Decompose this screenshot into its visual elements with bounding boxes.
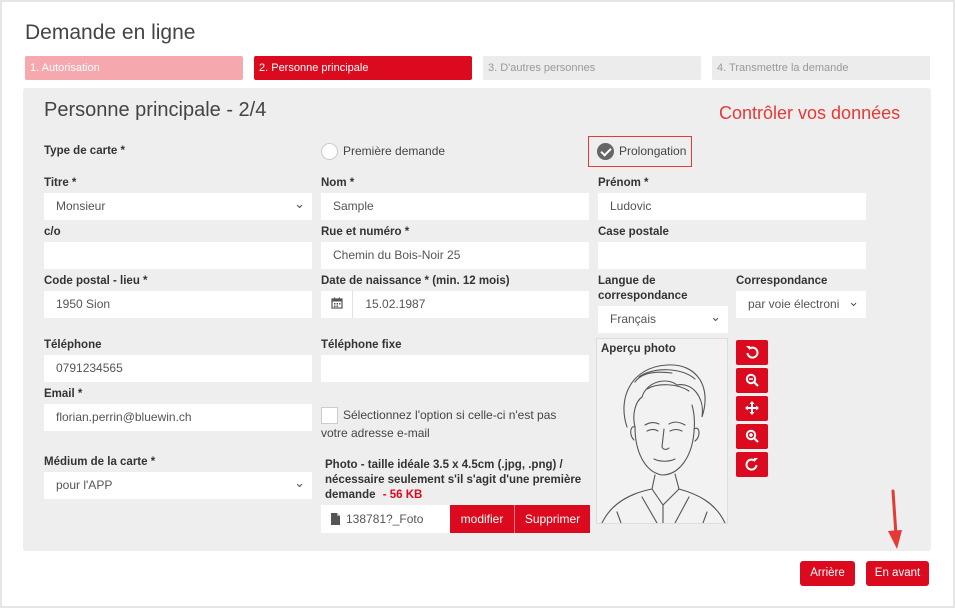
case-label: Case postale (598, 226, 669, 238)
portrait-sketch (597, 357, 727, 523)
delete-photo-button[interactable]: Supprimer (514, 505, 590, 533)
card-type-label: Type de carte * (44, 145, 125, 157)
photo-filename: 138781?_Foto (346, 512, 424, 526)
step-personne-principale[interactable]: 2. Personne principale (254, 56, 472, 80)
co-input[interactable] (44, 242, 312, 269)
code-label: Code postal - lieu * (44, 275, 148, 287)
next-button[interactable]: En avant (866, 561, 929, 586)
rotate-right-button[interactable] (736, 452, 768, 477)
arrow-annotation-icon (886, 489, 904, 553)
email-label: Email * (44, 388, 83, 400)
modify-photo-button[interactable]: modifier (450, 505, 514, 533)
zoom-in-icon (745, 429, 759, 443)
medium-select[interactable]: pour l'APP ⌄ (44, 472, 312, 499)
rotate-right-icon (745, 457, 759, 471)
page-title: Demande en ligne (25, 21, 196, 44)
titre-label: Titre * (44, 177, 77, 189)
photo-size: - 56 KB (382, 489, 423, 501)
zoom-out-button[interactable] (736, 368, 768, 393)
calendar-icon[interactable] (321, 291, 353, 318)
radio-prolongation[interactable] (597, 143, 614, 160)
step-transmettre[interactable]: 4. Transmettre la demande (712, 56, 930, 80)
radio-prolongation-label: Prolongation (619, 144, 687, 158)
nom-input[interactable]: Sample (321, 193, 589, 220)
radio-premiere-demande-label: Première demande (343, 144, 446, 158)
form-panel (23, 88, 931, 551)
rotate-left-button[interactable] (736, 340, 768, 365)
move-button[interactable] (736, 396, 768, 421)
corresp-select[interactable]: par voie électroni ⌄ (736, 291, 866, 318)
langue-label: Langue de correspondance (598, 275, 688, 302)
zoom-out-icon (745, 373, 759, 387)
dob-field[interactable] (321, 291, 589, 318)
dob-value: 15.02.1987 (365, 297, 426, 311)
photo-preview-label: Aperçu photo (601, 343, 676, 355)
case-input[interactable] (598, 242, 866, 269)
photo-hint-text: Photo - taille idéale 3.5 x 4.5cm (.jpg, .png) / nécessaire seulement s'il s'agit d'une première demande (325, 459, 582, 501)
dob-label: Date de naissance * (min. 12 mois) (321, 275, 510, 287)
photo-hint (325, 458, 585, 503)
code-input[interactable]: 1950 Sion (44, 291, 312, 318)
nom-label: Nom * (321, 177, 355, 189)
telfixe-input[interactable] (321, 355, 589, 382)
co-label: c/o (44, 226, 61, 238)
medium-label: Médium de la carte * (44, 456, 156, 468)
corresp-label: Correspondance (736, 275, 828, 287)
rue-label: Rue et numéro * (321, 226, 410, 238)
file-icon (331, 507, 340, 535)
telfixe-label: Téléphone fixe (321, 339, 402, 351)
email-input[interactable]: florian.perrin@bluewin.ch (44, 404, 312, 431)
back-button[interactable]: Arrière (800, 561, 855, 586)
step-autorisation[interactable]: 1. Autorisation (25, 56, 243, 80)
form-title: Personne principale - 2/4 (44, 99, 267, 121)
photo-file-field[interactable] (321, 505, 451, 533)
step-autres-personnes[interactable]: 3. D'autres personnes (483, 56, 701, 80)
rotate-left-icon (745, 345, 759, 359)
stepper (25, 56, 931, 80)
tel-label: Téléphone (44, 339, 102, 351)
page (2, 2, 953, 606)
move-icon (745, 401, 759, 415)
prenom-input[interactable]: Ludovic (598, 193, 866, 220)
radio-premiere-demande[interactable] (321, 143, 338, 160)
tel-input[interactable]: 0791234565 (44, 355, 312, 382)
titre-select[interactable]: Monsieur ⌄ (44, 193, 312, 220)
no-email-text: Sélectionnez l'option si celle-ci n'est pas votre adresse e-mail (321, 408, 557, 440)
rue-input[interactable]: Chemin du Bois-Noir 25 (321, 242, 589, 269)
langue-select[interactable]: Français ⌄ (598, 306, 728, 333)
photo-preview (596, 338, 728, 524)
annotation-text: Contrôler vos données (719, 103, 901, 123)
prenom-label: Prénom * (598, 177, 649, 189)
zoom-in-button[interactable] (736, 424, 768, 449)
